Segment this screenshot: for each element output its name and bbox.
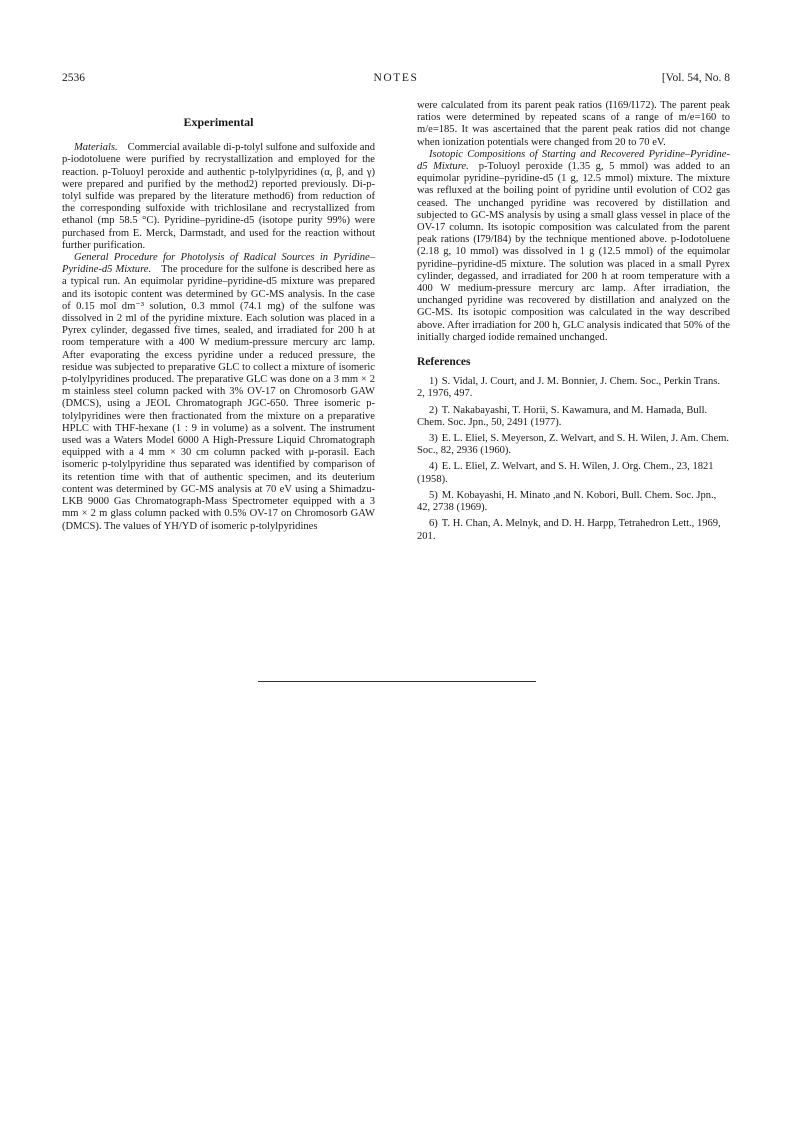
reference-number: 2) <box>429 404 438 416</box>
reference-text: T. H. Chan, A. Melnyk, and D. H. Harpp, Tetrahedron Lett., 1969, 201. <box>417 518 721 542</box>
reference-item <box>417 461 730 485</box>
runin-heading-isotopic: Isotopic Compositions of Starting and Recovered Pyridine–Pyridine-d5 Mixture. <box>417 148 730 173</box>
reference-number: 1) <box>429 376 438 388</box>
paragraph-isotopic-compositions <box>417 149 730 344</box>
paragraph-general-procedure <box>62 252 375 533</box>
reference-number: 6) <box>429 518 438 530</box>
reference-text: S. Vidal, J. Court, and J. M. Bonnier, J. Chem. Soc., Perkin Trans. 2, 1976, 497. <box>417 376 721 400</box>
reference-number: 3) <box>429 433 438 445</box>
right-column <box>417 100 730 547</box>
reference-item <box>417 518 730 542</box>
reference-item <box>417 405 730 429</box>
paragraph-text: Commercial available di-p-tolyl sulfone and sulfoxide and p-iodotoluene were purified by recrystallization and employed for the reaction. p-Toluoyl peroxide and authentic p-tolylpyridines (α, β, and γ) were prepared and purified by the method2) reported previously. Di-p-tolyl sulfide was prepared by the literature method6) from reduction of the corresponding sulfoxide with trichlosilane and recrystallized from ethanol (mp 58.5 °C). Pyridine–pyridine-d5 (isotope purity 99%) were purchased from E. Merck, Darmstadt, and used for the reaction without further purification. <box>62 142 375 251</box>
section-heading-experimental: Experimental <box>183 115 254 129</box>
reference-text: E. L. Eliel, S. Meyerson, Z. Welvart, and S. H. Wilen, J. Am. Chem. Soc., 82, 2936 (1960). <box>417 433 729 457</box>
reference-number: 5) <box>429 489 438 501</box>
paragraph-text: p-Toluoyl peroxide (1.35 g, 5 mmol) was added to an equimolar pyridine–pyridine-d5 (1 g, 12.5 mmol) mixture. The mixture was refluxed at the boiling point of pyridine until evolution of CO2 gas ceased. The unchanged pyridine was recovered by distillation and subjected to GC-MS analysis by using a small glass vessel in place of the OV-17 column. Its isotopic composition was calculated from the parent peak rations (I79/I84) by the technique mentioned above. p-Iodotoluene (2.18 g, 10 mmol) was dissolved in 1 g (12.5 mmol) of the equimolar pyridine–pyridine-d5 mixture. The solution was placed in a small Pyrex cylinder, degassed, and irradiated for 200 h at room temperature with a 400 W medium-pressure mercury arc lamp. After irradiation, the unchanged pyridine was recovered by distillation and analyzed on the GC-MS. Its isotopic composition was calculated in the way described above. After irradiation for 200 h, GLC analysis indicated that 50% of the initially charged iodide remained unchanged. <box>417 161 730 343</box>
references-heading: References <box>417 356 471 369</box>
journal-section: NOTES <box>373 72 419 84</box>
reference-text: T. Nakabayashi, T. Horii, S. Kawamura, and M. Hamada, Bull. Chem. Soc. Jpn., 50, 2491 (1977). <box>417 404 708 428</box>
references-list <box>417 376 730 542</box>
reference-text: E. L. Eliel, Z. Welvart, and S. H. Wilen, J. Org. Chem., 23, 1821 (1958). <box>417 461 714 485</box>
volume-issue: [Vol. 54, No. 8 <box>661 72 730 84</box>
page-number: 2536 <box>62 72 85 84</box>
reference-number: 4) <box>429 461 438 473</box>
left-column <box>62 100 375 533</box>
paragraph-continuation: were calculated from its parent peak ratios (I169/I172). The parent peak ratios were determined by repeated scans of a range of m/e=160 to m/e=185. It was ascertained that the parent peak ratios did not change when ionization potentials were changed from 20 to 70 eV. <box>417 100 730 148</box>
reference-item <box>417 433 730 457</box>
reference-item <box>417 490 730 514</box>
reference-text: M. Kobayashi, H. Minato ,and N. Kobori, Bull. Chem. Soc. Jpn., 42, 2738 (1969). <box>417 489 717 514</box>
running-header <box>62 72 730 88</box>
reference-item <box>417 376 730 400</box>
paragraph-materials <box>62 142 375 252</box>
runin-heading-materials: Materials. <box>74 142 118 154</box>
runin-heading-procedure: General Procedure for Photolysis of Radical Sources in Pyridine–Pyridine-d5 Mixture. <box>62 252 375 276</box>
end-of-article-rule <box>258 681 536 682</box>
paragraph-text: The procedure for the sulfone is described here as a typical run. An equimolar pyridine–pyridine-d5 mixture was prepared and its isotopic content was determined by GC-MS analysis. In the case of 0.15 mol dm⁻³ solution, 0.3 mmol (74.1 mg) of the sulfone was dissolved in 2 ml of the pyridine mixture. Each solution was placed in a Pyrex cylinder, degassed five times, sealed, and irradiated for 200 h at room temperature with a 400 W medium-pressure mercury arc lamp. After evaporating the excess pyridine under a reduced pressure, the residue was subjected to preparative GLC to collect a mixture of isomeric p-tolylpyridines produced. The preparative GLC was done on a 3 mm × 2 m stainless steel column packed with 3% OV-17 on Chromosorb GAW (DMCS), using a JEOL Chromatograph JGC-650. Three isomeric p-tolylpyridines were then fractionated from the mixture on a preparative HPLC with THF-hexane (1 : 9 in volume) as a solvent. The instrument used was a Waters Model 6000 A High-Pressure Liquid Chromatograph equipped with a 4 mm × 30 cm column packed with μ-porasil. Each isomeric p-tolylpyridine thus separated was identified by comparison of its retention time with that of authentic specimen, and its deuterium content was determined by GC-MS analysis at 70 eV using a Shimadzu-LKB 9000 Gas Chromatograph-Mass Spectrometer equipped with a 3 mm × 2 m glass column packed with 0.5% OV-17 on Chromosorb GAW (DMCS). The values of YH/YD of isomeric p-tolylpyridines <box>62 264 375 532</box>
